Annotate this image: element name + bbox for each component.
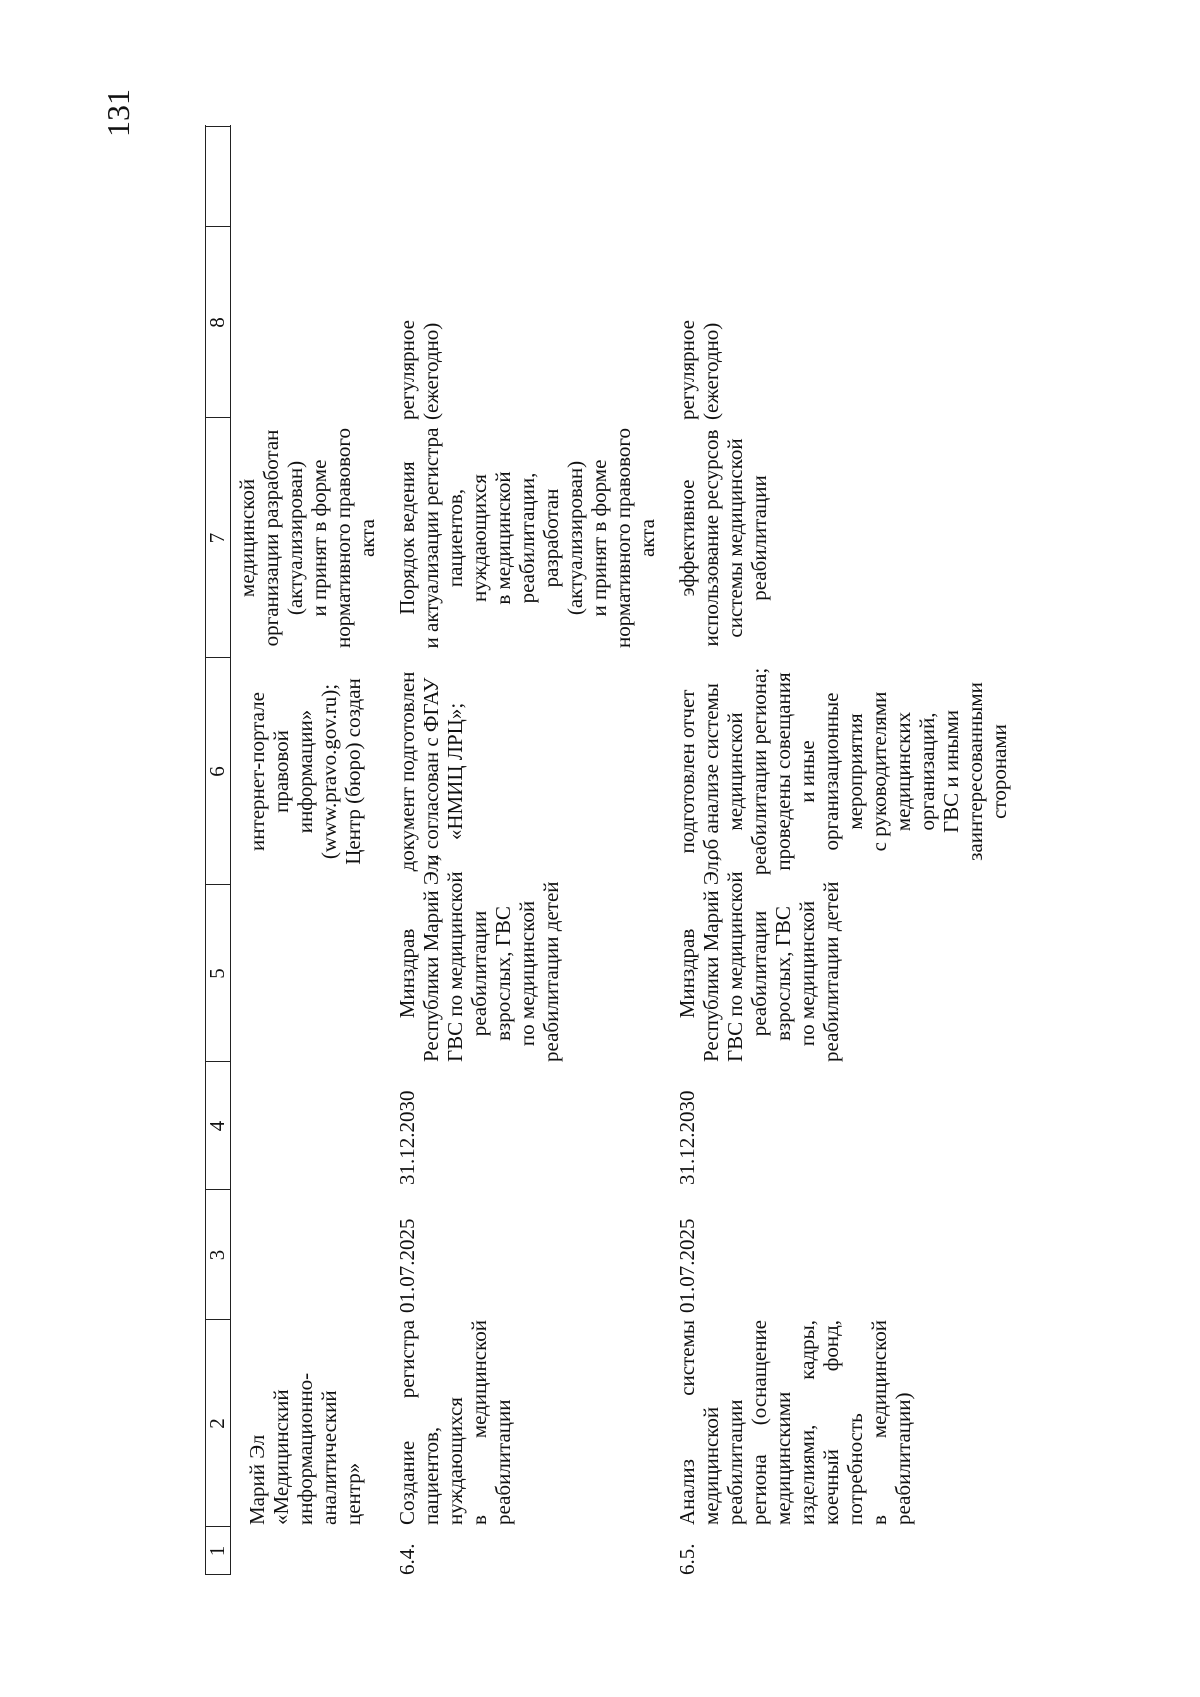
header-col-3: 3 — [205, 1249, 229, 1261]
row-continuation-col6: интернет-портале правовой информации» (www.pravo.gov.ru); Центр (бюро) создан — [245, 678, 365, 865]
row-continuation-col7: медицинской организации разработан (актуализирован) и принят в форме нормативного правового акта — [235, 428, 379, 648]
row-6-5-start-date: 01.07.2025 — [675, 1218, 699, 1313]
row-6-5-col6: подготовлен отчет об анализе системы медицинской реабилитации региона; проведены совещания и иные организационные мероприятия с руководителями медицинских организаций, ГВС и иными заинтересованными сторонами — [675, 667, 1011, 876]
row-6-4-col8: регулярное (ежегодно) — [395, 320, 443, 420]
rotated-table — [205, 125, 1011, 1575]
row-6-5-col5: Минздрав Республики Марий Эл, ГВС по медицинской реабилитации взрослых, ГВС по медицинской реабилитации детей — [675, 855, 843, 1062]
row-6-4-col5: Минздрав Республики Марий Эл, ГВС по медицинской реабилитации взрослых, ГВС по медицинской реабилитации детей — [395, 855, 563, 1062]
row-6-5-col8: регулярное (ежегодно) — [675, 320, 723, 420]
row-6-4-col2: Создание регистра пациентов, нуждающихся в медицинской реабилитации — [395, 1320, 515, 1525]
row-6-5-col7: эффективное использование ресурсов системы медицинской реабилитации — [675, 429, 771, 647]
header-col-1: 1 — [205, 1545, 229, 1557]
page-number: 131 — [100, 89, 136, 137]
header-col-4: 4 — [205, 1120, 229, 1132]
row-6-4-start-date: 01.07.2025 — [395, 1218, 419, 1313]
row-6-5-end-date: 31.12.2030 — [675, 1090, 699, 1185]
row-6-4-number: 6.4. — [395, 1543, 419, 1575]
header-col-8: 8 — [205, 317, 229, 328]
row-6-5-number: 6.5. — [675, 1543, 699, 1575]
col-divider — [205, 126, 230, 127]
row-6-4-col7: Порядок ведения и актуализации регистра пациентов, нуждающихся в медицинской реабилитации, разработан (актуализирован) и принят в форме нормативного правового акта — [395, 427, 659, 649]
header-col-5: 5 — [205, 968, 229, 979]
row-continuation-col2: Марий Эл «Медицинский информационно- аналитический центр» — [245, 1372, 365, 1525]
header-col-2: 2 — [205, 1418, 229, 1429]
row-6-5-col2: Анализ системы медицинской реабилитации региона (оснащение медицинскими изделиями, кадры, коечный фонд, потребность в медицинской реабилитации) — [675, 1320, 915, 1525]
header-col-7: 7 — [205, 532, 229, 544]
row-6-4-end-date: 31.12.2030 — [395, 1090, 419, 1185]
row-6-4-col6: документ подготовлен и согласован с ФГАУ «НМИЦ ЛРЦ»; — [395, 671, 467, 872]
header-bottom-border — [230, 125, 231, 1575]
header-col-6: 6 — [205, 766, 229, 777]
